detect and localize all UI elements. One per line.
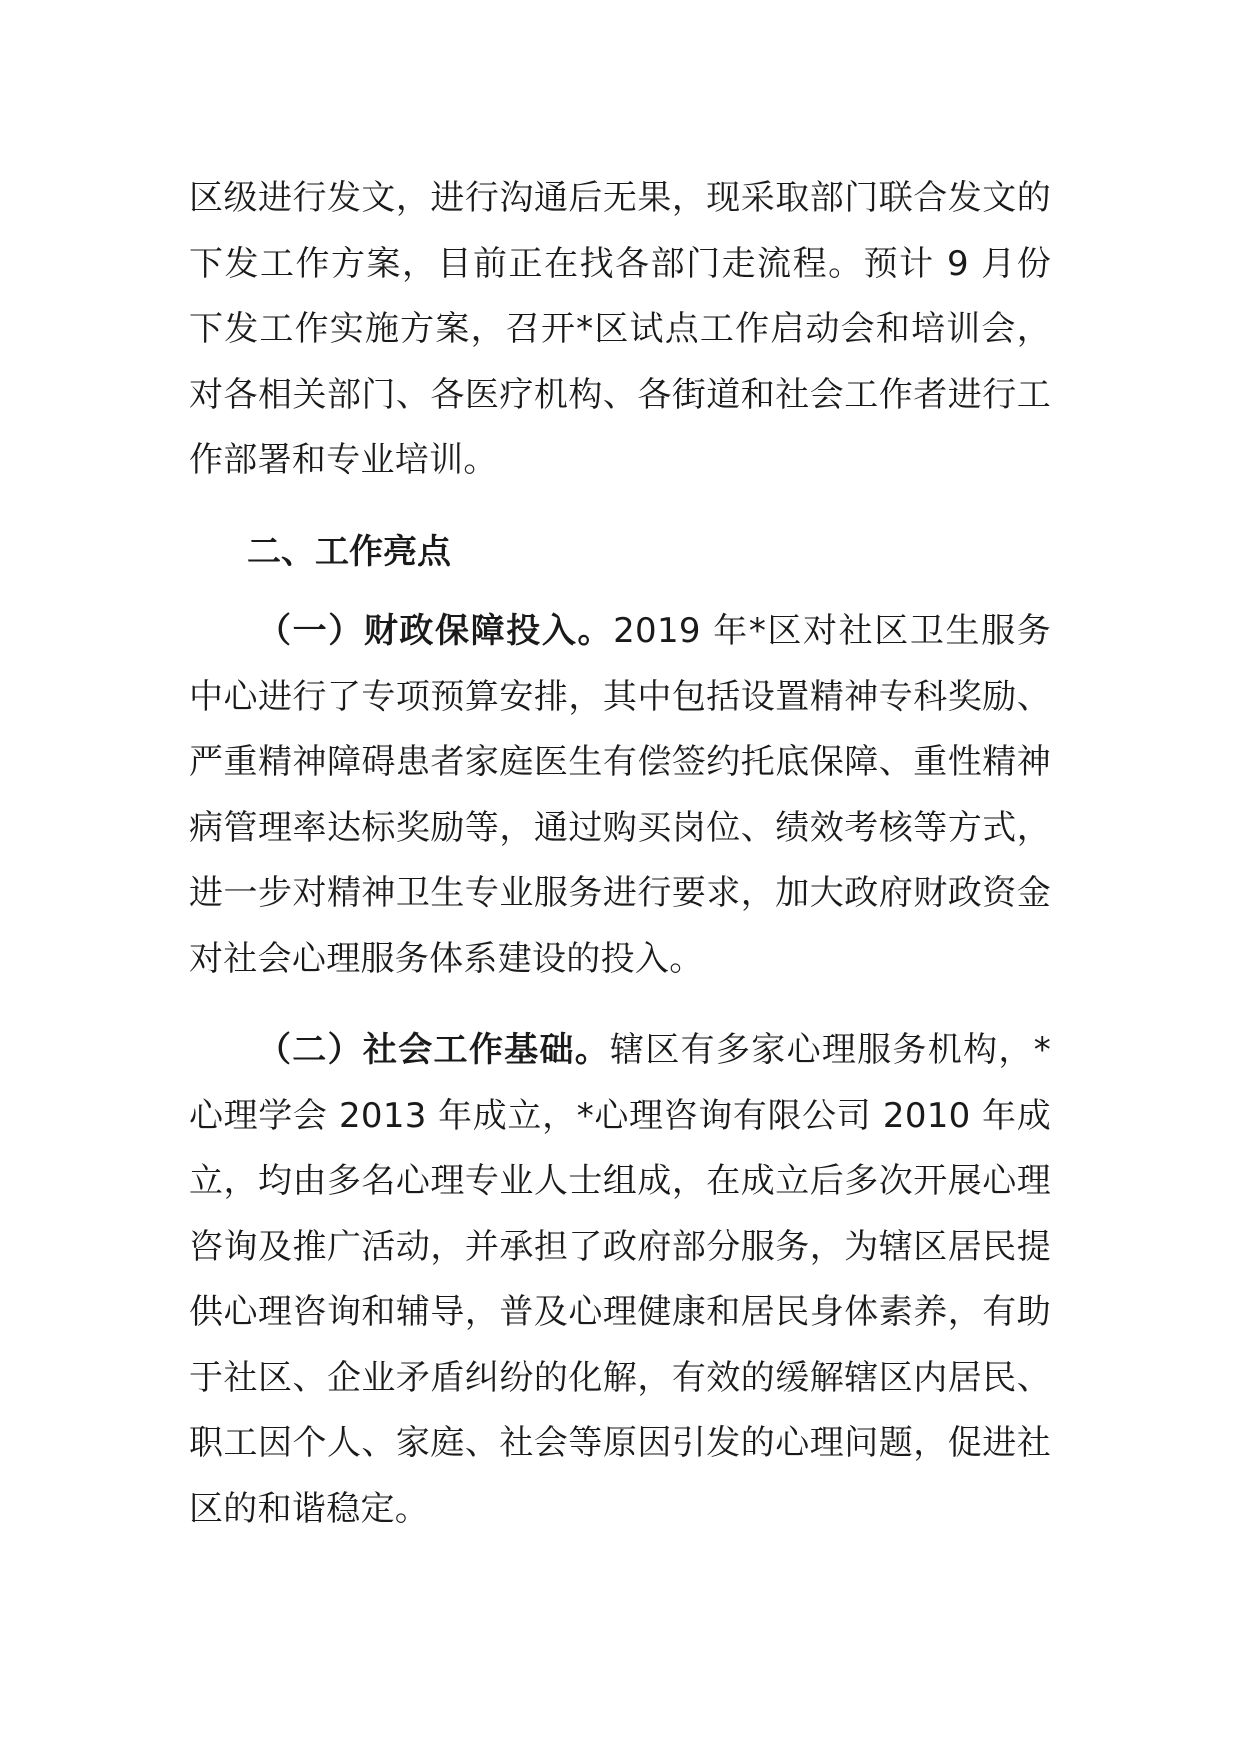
spacer: [189, 992, 1051, 1018]
paragraph-text: 2019 年*区对社区卫生服务中心进行了专项预算安排，其中包括设置精神专科奖励、严重精神障碍患者家庭医生有偿签约托底保障、重性精神病管理率达标奖励等，通过购买岗位、绩效考核等方式，进一步对精神卫生专业服务进行要求，加大政府财政资金对社会心理服务体系建设的投入。: [189, 611, 1051, 979]
paragraph-lead: （二）社会工作基础。: [257, 1030, 611, 1070]
spacer: [189, 494, 1051, 520]
section-heading: 二、工作亮点: [247, 531, 451, 572]
document-body: [189, 166, 1051, 1542]
paragraph-text: 辖区有多家心理服务机构，*心理学会 2013 年成立，*心理咨询有限公司 2010 年成立，均由多名心理专业人士组成，在成立后多次开展心理咨询及推广活动，并承担了政府部分服务，为辖区居民提供心理咨询和辅导，普及心理健康和居民身体素养，有助于社区、企业矛盾纠纷的化解，有效的缓解辖区内居民、职工因个人、家庭、社会等原因引发的心理问题，促进社区的和谐稳定。: [189, 1030, 1051, 1529]
paragraph-social-work: [189, 1018, 1051, 1542]
paragraph-fiscal-support: [189, 599, 1051, 992]
spacer: [189, 585, 1051, 599]
continued-paragraph: 区级进行发文，进行沟通后无果，现采取部门联合发文的下发工作方案，目前正在找各部门走流程。预计 9 月份下发工作实施方案，召开*区试点工作启动会和培训会，对各相关部门、各医疗机构、各街道和社会工作者进行工作部署和专业培训。: [189, 178, 1051, 480]
paragraph-lead: （一）财政保障投入。: [257, 611, 614, 651]
